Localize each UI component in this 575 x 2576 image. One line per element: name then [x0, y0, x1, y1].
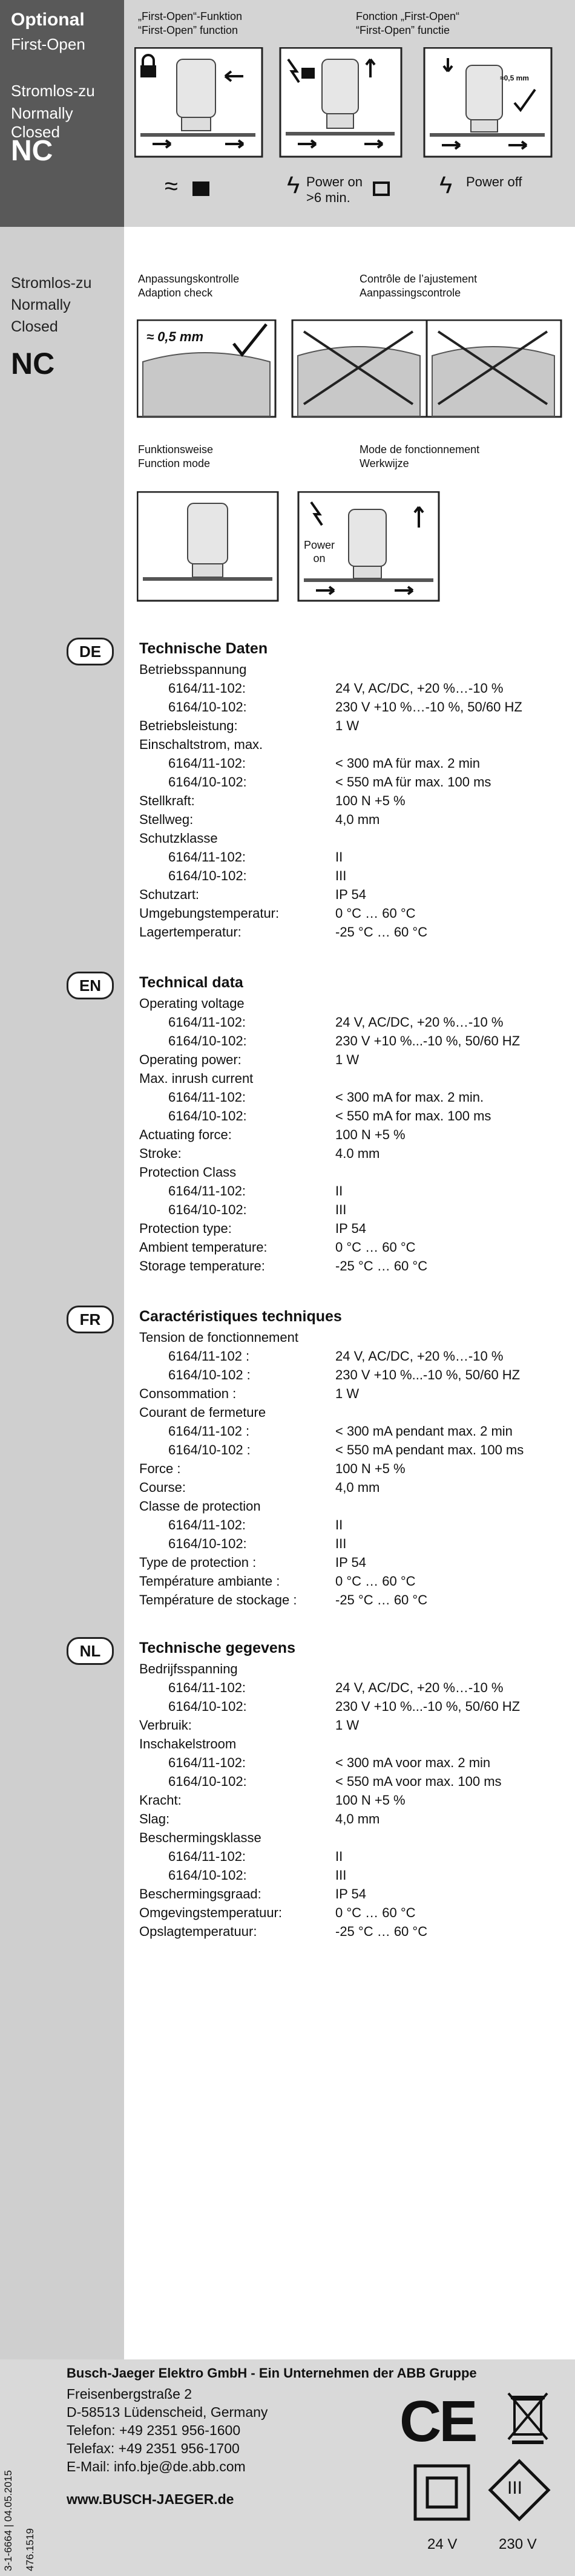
- spec-value: 24 V, AC/DC, +20 %…-10 %: [335, 1348, 504, 1364]
- section-title: Technische gegevens: [139, 1639, 295, 1656]
- spec-value: II: [335, 849, 343, 865]
- company-name: Busch-Jaeger Elektro GmbH - Ein Unternehmen der ABB Gruppe: [67, 2365, 477, 2381]
- spec-value: IP 54: [335, 1886, 366, 1901]
- spec-label: 6164/11-102:: [168, 681, 246, 696]
- spec-value: < 300 mA pendant max. 2 min: [335, 1424, 513, 1439]
- spec-row: [139, 1591, 563, 1609]
- spec-row: [139, 1497, 563, 1515]
- spec-label: Type de protection :: [139, 1555, 257, 1570]
- spec-row: [139, 1422, 563, 1440]
- spec-row: [139, 754, 563, 773]
- spec-row: [139, 1904, 563, 1922]
- spec-row: [139, 698, 563, 716]
- nc-big-label: NC: [11, 347, 55, 381]
- spec-label: 6164/11-102 :: [168, 1348, 250, 1364]
- spec-value: 4,0 mm: [335, 812, 380, 827]
- section-title: Technical data: [139, 974, 243, 991]
- spec-label: Schutzklasse: [139, 831, 218, 846]
- spec-value: 230 V +10 %...-10 %, 50/60 HZ: [335, 1367, 521, 1382]
- spec-label: 6164/11-102:: [168, 1680, 246, 1695]
- spec-label: Umgebungstemperatur:: [139, 906, 280, 921]
- spec-row: [139, 717, 563, 735]
- spec-row: [139, 1032, 563, 1050]
- function-mode-illustrations: [137, 491, 452, 604]
- power-on-small-caption: Power on: [304, 539, 335, 564]
- spec-label: Bedrijfsspanning: [139, 1661, 238, 1676]
- spec-value: 100 N +5 %: [335, 1127, 406, 1142]
- spec-row: [139, 1070, 563, 1088]
- spec-row: [139, 1182, 563, 1200]
- lightning-icon-2: ϟ: [439, 172, 453, 198]
- spec-label: 6164/11-102:: [168, 1183, 246, 1198]
- spec-label: 6164/10-102:: [168, 868, 247, 883]
- spec-label: Einschaltstrom, max.: [139, 737, 263, 752]
- spec-value: 0 °C … 60 °C: [335, 906, 416, 921]
- spec-row: [139, 1923, 563, 1941]
- spec-label: Slag:: [139, 1811, 170, 1826]
- spec-label: Actuating force:: [139, 1127, 232, 1142]
- spec-label: 6164/10-102:: [168, 1699, 247, 1714]
- spec-row: [139, 792, 563, 810]
- voltage-230v: 230 V: [499, 2536, 537, 2552]
- power-on-caption: Power on >6 min.: [306, 174, 363, 205]
- spec-label: Beschermingsklasse: [139, 1830, 261, 1845]
- spec-row: [139, 848, 563, 866]
- normally-closed-label: Normally Closed: [11, 104, 73, 141]
- spec-row: [139, 904, 563, 923]
- spec-row: [139, 1201, 563, 1219]
- spec-row: [139, 1366, 563, 1384]
- spec-row: [139, 1716, 563, 1734]
- spec-value: 24 V, AC/DC, +20 %…-10 %: [335, 681, 504, 696]
- spec-label: Verbruik:: [139, 1718, 192, 1733]
- lock-closed-icon: [192, 181, 209, 196]
- spec-label: 6164/10-102 :: [168, 1442, 251, 1457]
- spec-label: Protection type:: [139, 1221, 232, 1236]
- spec-row: [139, 1885, 563, 1903]
- spec-value: 24 V, AC/DC, +20 %…-10 %: [335, 1680, 504, 1695]
- gap-label: ≈ 0,5 mm: [146, 329, 204, 344]
- spec-value: 230 V +10 %...-10 %, 50/60 HZ: [335, 1699, 521, 1714]
- adaption-wrong-panel-2: [427, 320, 561, 417]
- weee-bin-icon: [506, 2391, 550, 2445]
- spec-label: Betriebsspannung: [139, 662, 247, 677]
- spec-row: [139, 1866, 563, 1885]
- spec-value: 4,0 mm: [335, 1811, 380, 1826]
- adaption-wrong-panel-1: [292, 320, 427, 417]
- spec-value: IP 54: [335, 1221, 366, 1236]
- panel-1: [135, 48, 262, 157]
- spec-row: [139, 811, 563, 829]
- spec-row: [139, 1535, 563, 1553]
- spec-row: [139, 1479, 563, 1497]
- ce-mark: CE: [399, 2389, 476, 2454]
- spec-value: < 550 mA für max. 100 ms: [335, 774, 491, 789]
- spec-row: [139, 1163, 563, 1182]
- spec-label: Classe de protection: [139, 1499, 261, 1514]
- spec-label: Course:: [139, 1480, 186, 1495]
- spec-row: [139, 1698, 563, 1716]
- phone: Telefon: +49 2351 956-1600: [67, 2422, 241, 2438]
- email: E-Mail: info.bje@de.abb.com: [67, 2459, 246, 2474]
- gap-label-small: ≈0,5 mm: [500, 74, 529, 82]
- spec-row: [139, 867, 563, 885]
- spec-value: < 300 mA für max. 2 min: [335, 756, 481, 771]
- spec-label: 6164/10-102:: [168, 1202, 247, 1217]
- spec-row: [139, 995, 563, 1013]
- spec-label: Inschakelstroom: [139, 1736, 237, 1751]
- spec-value: 1 W: [335, 718, 360, 733]
- spec-row: [139, 1848, 563, 1866]
- power-off-caption: Power off: [466, 174, 522, 189]
- spec-row: [139, 1238, 563, 1257]
- spec-row: [139, 736, 563, 754]
- spec-label: 6164/11-102:: [168, 849, 246, 865]
- spec-row: [139, 679, 563, 698]
- spec-label: Température de stockage :: [139, 1592, 297, 1607]
- spec-label: 6164/10-102:: [168, 1868, 247, 1883]
- spec-label: Operating voltage: [139, 996, 245, 1011]
- spec-value: -25 °C … 60 °C: [335, 1924, 428, 1939]
- spec-value: III: [335, 1536, 347, 1551]
- spec-label: Courant de fermeture: [139, 1405, 266, 1420]
- spec-label: Storage temperature:: [139, 1258, 265, 1273]
- spec-value: 0 °C … 60 °C: [335, 1905, 416, 1920]
- left-strip: [0, 227, 124, 2359]
- spec-label: 6164/11-102:: [168, 1755, 246, 1770]
- address-street: Freisenbergstraße 2: [67, 2386, 192, 2402]
- spec-row: [139, 1572, 563, 1590]
- spec-label: Stellkraft:: [139, 793, 195, 808]
- spec-value: < 550 mA for max. 100 ms: [335, 1108, 491, 1123]
- spec-value: < 300 mA for max. 2 min.: [335, 1090, 484, 1105]
- voltage-24v: 24 V: [427, 2536, 458, 2552]
- spec-row: [139, 1554, 563, 1572]
- spec-row: [139, 1773, 563, 1791]
- spec-value: 100 N +5 %: [335, 793, 406, 808]
- spec-label: Tension de fonctionnement: [139, 1330, 298, 1345]
- spec-value: IP 54: [335, 1555, 366, 1570]
- spec-row: [139, 1754, 563, 1772]
- spec-row: [139, 661, 563, 679]
- stromlos-label: Stromlos-zu: [11, 82, 95, 100]
- spec-row: [139, 829, 563, 848]
- spec-label: Omgevingstemperatuur:: [139, 1905, 282, 1920]
- spec-label: 6164/10-102:: [168, 1774, 247, 1789]
- lock-open-icon: [373, 181, 390, 196]
- spec-value: IP 54: [335, 887, 366, 902]
- lang-badge-nl: NL: [67, 1637, 114, 1665]
- spec-label: Stellweg:: [139, 812, 194, 827]
- spec-value: -25 °C … 60 °C: [335, 1592, 428, 1607]
- doc-code-vertical-2: 476.1519: [24, 2528, 36, 2571]
- approx-icon: ≈: [165, 173, 178, 200]
- website: www.BUSCH-JAEGER.de: [67, 2491, 234, 2507]
- spec-label: Lagertemperatur:: [139, 924, 242, 940]
- spec-value: 0 °C … 60 °C: [335, 1240, 416, 1255]
- spec-label: Betriebsleistung:: [139, 718, 238, 733]
- spec-value: II: [335, 1517, 343, 1532]
- spec-label: Stroke:: [139, 1146, 182, 1161]
- spec-label: 6164/11-102:: [168, 756, 246, 771]
- spec-row: [139, 1088, 563, 1107]
- spec-row: [139, 1679, 563, 1697]
- panel-2: [280, 48, 401, 157]
- spec-row: [139, 923, 563, 941]
- doc-code-vertical: 3-1-6664 | 04.05.2015: [2, 2470, 14, 2571]
- spec-value: 0 °C … 60 °C: [335, 1574, 416, 1589]
- spec-value: III: [335, 868, 347, 883]
- spec-row: [139, 1107, 563, 1125]
- spec-value: 1 W: [335, 1386, 360, 1401]
- spec-row: [139, 773, 563, 791]
- spec-value: -25 °C … 60 °C: [335, 1258, 428, 1273]
- spec-label: Schutzart:: [139, 887, 200, 902]
- header-title-box: [0, 0, 124, 227]
- spec-row: [139, 1810, 563, 1828]
- spec-value: 1 W: [335, 1052, 360, 1067]
- adaption-check-caption: Anpassungskontrolle Adaption check: [138, 273, 240, 299]
- section-title: Caractéristiques techniques: [139, 1308, 342, 1325]
- spec-label: Protection Class: [139, 1165, 237, 1180]
- spec-value: II: [335, 1183, 343, 1198]
- fax: Telefax: +49 2351 956-1700: [67, 2440, 240, 2456]
- spec-row: [139, 1145, 563, 1163]
- spec-label: Max. inrush current: [139, 1071, 254, 1086]
- class-iii-label: III: [507, 2478, 523, 2498]
- spec-label: 6164/11-102:: [168, 1849, 246, 1864]
- stromlos-block: Stromlos-zu Normally Closed: [11, 275, 92, 335]
- spec-label: 6164/11-102:: [168, 1517, 246, 1532]
- spec-row: [139, 1013, 563, 1031]
- mode-de-fonctionnement-caption: Mode de fonctionnement Werkwijze: [360, 443, 480, 469]
- spec-row: [139, 1220, 563, 1238]
- spec-label: Kracht:: [139, 1793, 182, 1808]
- spec-row: [139, 1791, 563, 1809]
- spec-label: 6164/10-102:: [168, 774, 247, 789]
- lightning-icon: ϟ: [287, 172, 300, 198]
- spec-label: 6164/11-102:: [168, 1015, 246, 1030]
- function-mode-caption: Funktionsweise Function mode: [138, 443, 214, 469]
- spec-label: 6164/10-102:: [168, 1108, 247, 1123]
- first-open-function-caption: „First-Open“-Funktion “First-Open” function: [138, 10, 243, 36]
- spec-row: [139, 1829, 563, 1847]
- spec-value: III: [335, 1202, 347, 1217]
- spec-label: 6164/10-102:: [168, 1033, 247, 1048]
- spec-label: Operating power:: [139, 1052, 242, 1067]
- spec-row: [139, 1460, 563, 1478]
- spec-value: 24 V, AC/DC, +20 %…-10 %: [335, 1015, 504, 1030]
- spec-value: 1 W: [335, 1718, 360, 1733]
- spec-value: 230 V +10 %…-10 %, 50/60 HZ: [335, 699, 522, 714]
- spec-value: 100 N +5 %: [335, 1461, 406, 1476]
- protection-class-ii-icon: [412, 2462, 472, 2529]
- spec-value: < 300 mA voor max. 2 min: [335, 1755, 491, 1770]
- optional-label: Optional: [11, 10, 85, 30]
- address-city: D-58513 Lüdenscheid, Germany: [67, 2404, 268, 2420]
- spec-row: [139, 1441, 563, 1459]
- lang-badge-fr: FR: [67, 1306, 114, 1333]
- spec-row: [139, 1126, 563, 1144]
- spec-label: Consommation :: [139, 1386, 237, 1401]
- spec-value: 4,0 mm: [335, 1480, 380, 1495]
- spec-label: Opslagtemperatuur:: [139, 1924, 257, 1939]
- spec-label: Force :: [139, 1461, 181, 1476]
- lang-badge-de: DE: [67, 638, 114, 665]
- spec-row: [139, 1257, 563, 1275]
- spec-row: [139, 1385, 563, 1403]
- spec-label: Beschermingsgraad:: [139, 1886, 261, 1901]
- spec-row: [139, 1051, 563, 1069]
- spec-row: [139, 1329, 563, 1347]
- spec-label: 6164/10-102:: [168, 699, 247, 714]
- spec-row: [139, 1516, 563, 1534]
- first-open-functie-caption: Fonction „First-Open“ “First-Open” functie: [356, 10, 460, 36]
- adjustment-control-caption: Contrôle de l’ajustement Aanpassingscontrole: [360, 273, 478, 299]
- spec-row: [139, 1347, 563, 1365]
- spec-value: III: [335, 1868, 347, 1883]
- spec-row: [139, 1404, 563, 1422]
- spec-row: [139, 1735, 563, 1753]
- panel-3: [424, 48, 551, 157]
- spec-label: 6164/10-102 :: [168, 1367, 251, 1382]
- spec-label: Température ambiante :: [139, 1574, 280, 1589]
- spec-label: 6164/10-102:: [168, 1536, 247, 1551]
- lang-badge-en: EN: [67, 972, 114, 999]
- spec-row: [139, 1660, 563, 1678]
- function-panel-1: [137, 492, 278, 601]
- spec-value: -25 °C … 60 °C: [335, 924, 428, 940]
- spec-label: Ambient temperature:: [139, 1240, 268, 1255]
- spec-label: 6164/11-102:: [168, 1090, 246, 1105]
- spec-label: 6164/11-102 :: [168, 1424, 250, 1439]
- nc-label: NC: [11, 135, 53, 167]
- first-open-illustrations: [134, 47, 565, 162]
- spec-value: < 550 mA pendant max. 100 ms: [335, 1442, 524, 1457]
- spec-value: II: [335, 1849, 343, 1864]
- section-title: Technische Daten: [139, 640, 268, 657]
- spec-row: [139, 886, 563, 904]
- first-open-label: First-Open: [11, 35, 85, 53]
- spec-value: 4.0 mm: [335, 1146, 380, 1161]
- spec-value: 230 V +10 %...-10 %, 50/60 HZ: [335, 1033, 521, 1048]
- spec-value: 100 N +5 %: [335, 1793, 406, 1808]
- spec-value: < 550 mA voor max. 100 ms: [335, 1774, 502, 1789]
